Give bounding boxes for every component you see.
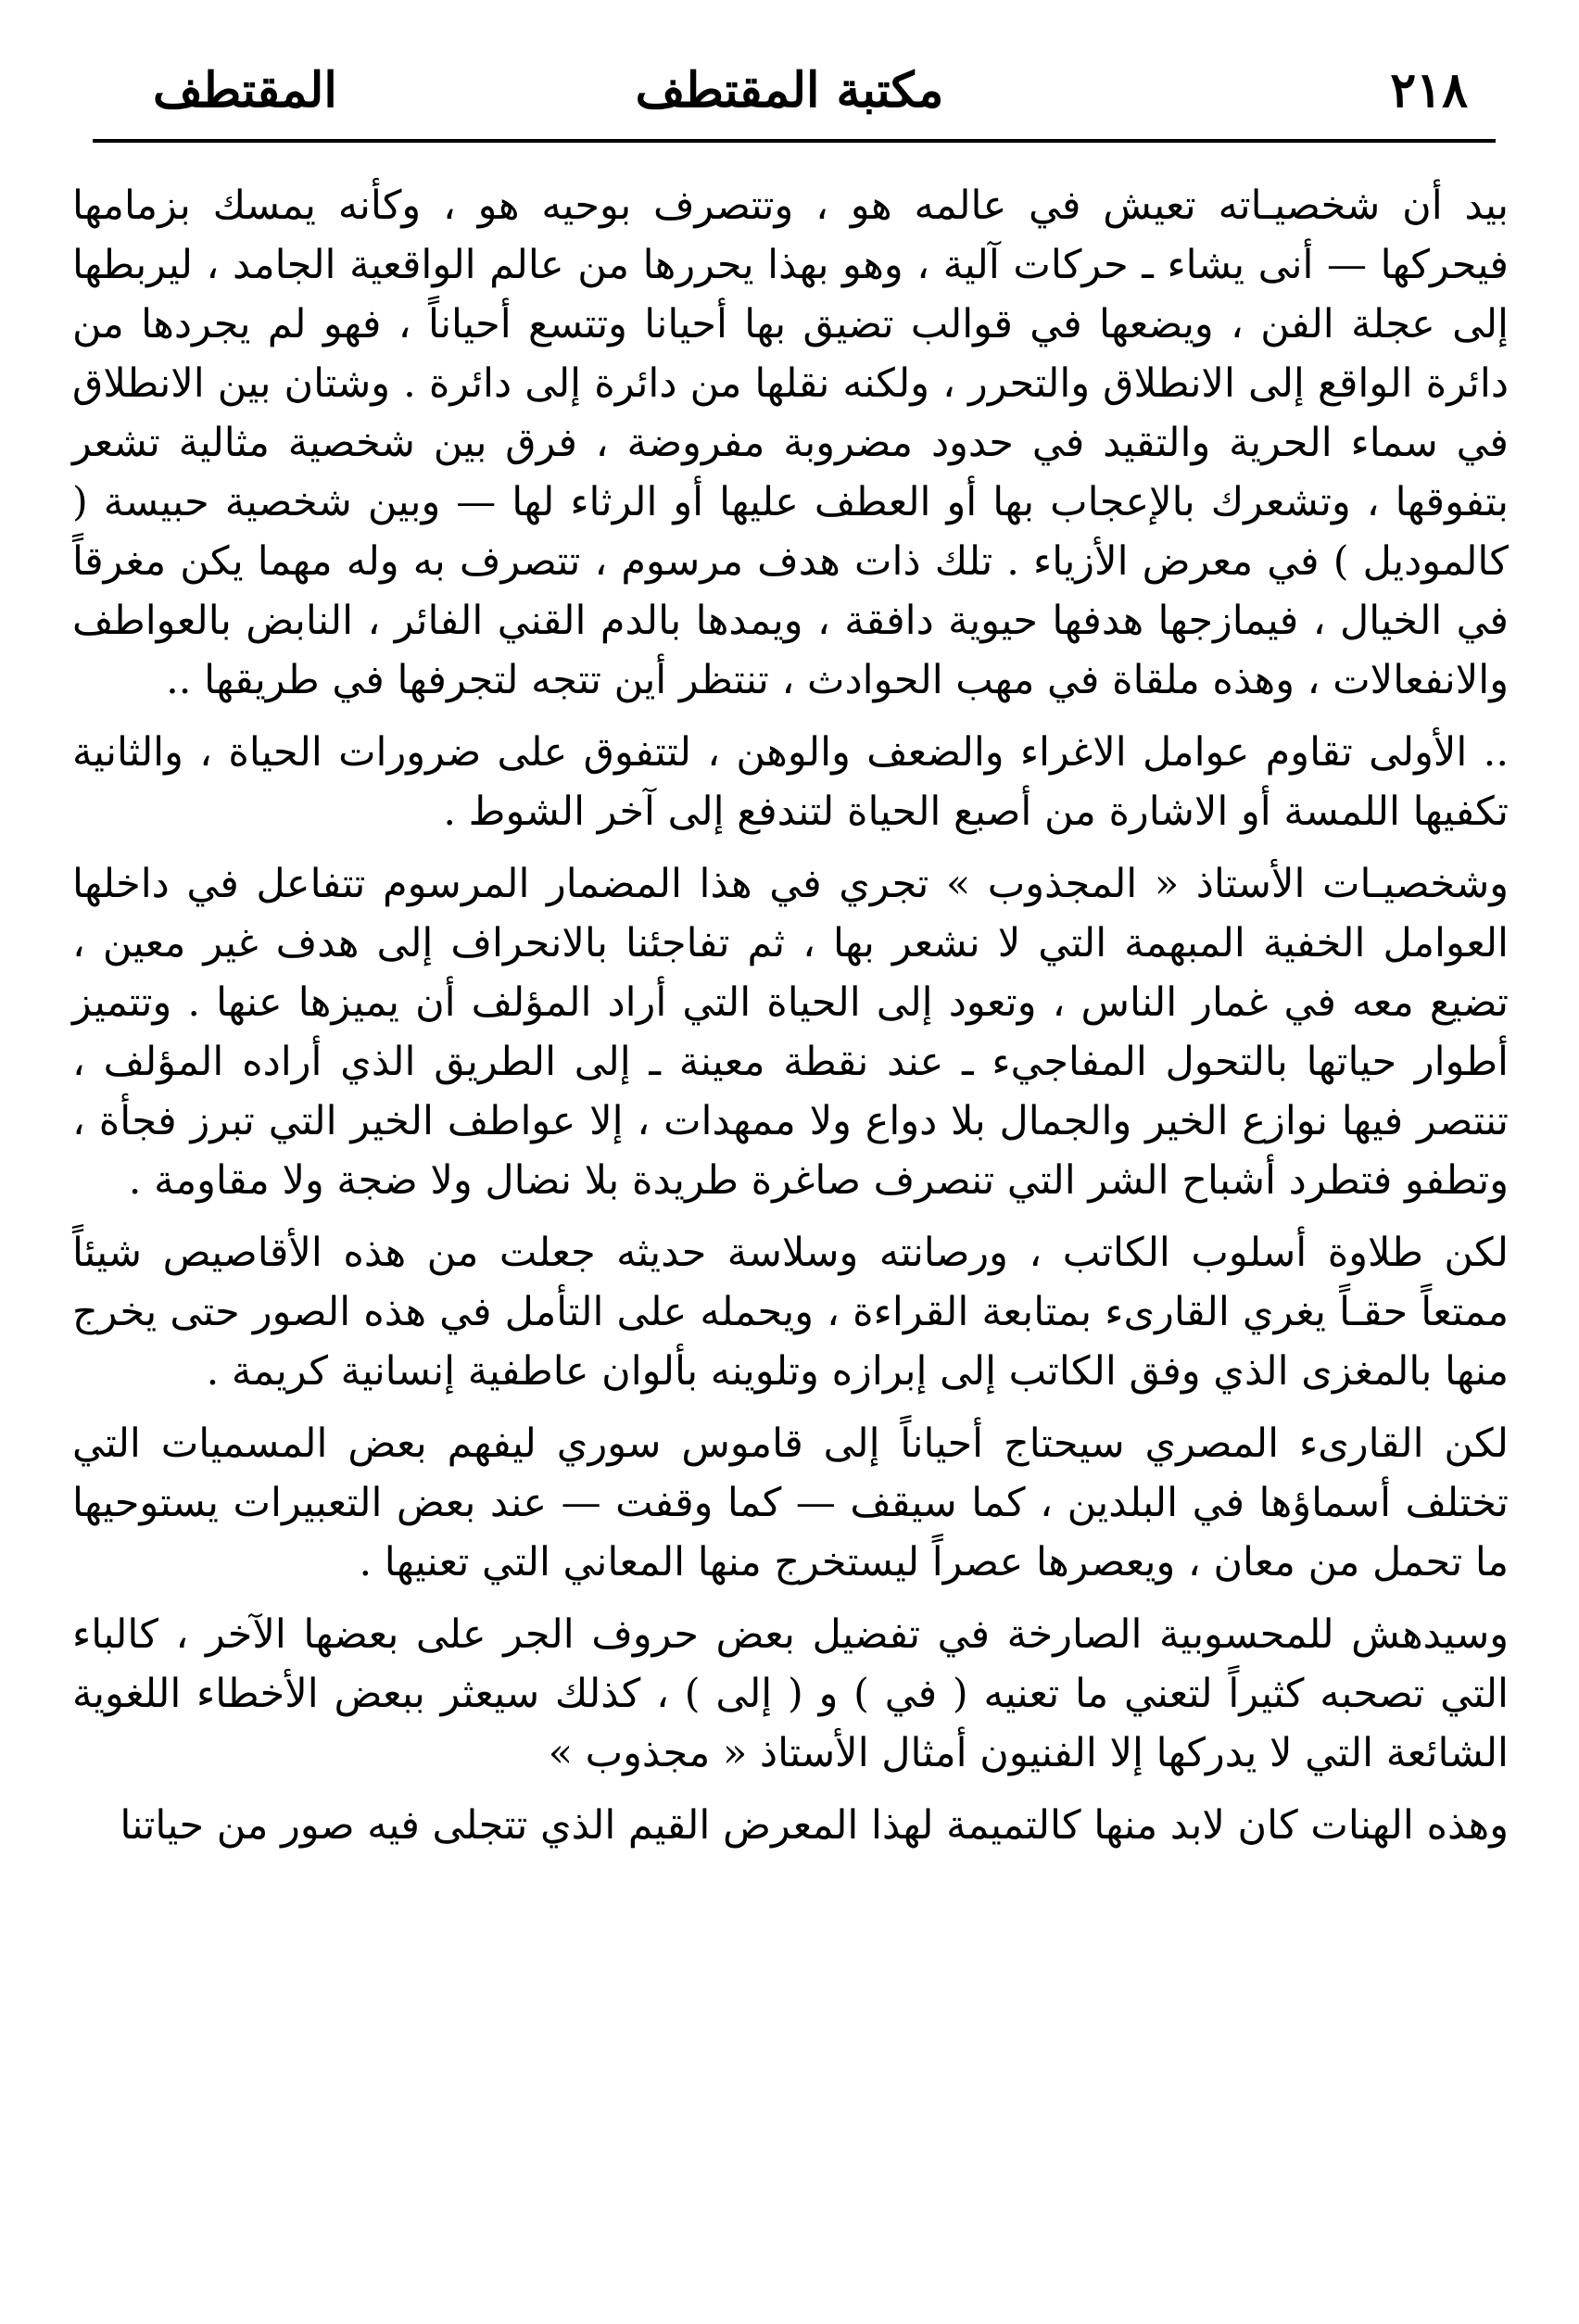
paragraph-3: وشخصيـات الأستاذ « المجذوب » تجري في هذا المضمار المرسوم تتفاعل في داخلها العوامل الخفية المبهمة التي لا نشعر بها ، ثم تفاجئنا بالانحراف إلى هدف غير معين ، تضيع معه في غمار الناس ، وتعود إلى الحياة التي أراد المؤلف أن يميزها عنها . وتتميز أطوار حياتها بالتحول المفاجيء ـ عند نقطة معينة ـ إلى الطريق الذي أراده المؤلف ، تنتصر فيها نوازع الخير والجمال بلا دواع ولا ممهدات ، إلا عواطف الخير التي تبرز فجأة ، وتطفو فتطرد أشباح الشر التي تنصرف صاغرة طريدة بلا نضال ولا ضجة ولا مقاومة .	[72, 861, 1509, 1204]
paragraph-4: لكن طلاوة أسلوب الكاتب ، ورصانته وسلاسة حديثه جعلت من هذه الأقاصيص شيئاً ممتعاً حقـاً يغري القارىء بمتابعة القراءة ، ويحمله على التأمل في هذه الصور حتى يخرج منها بالمغزى الذي وفق الكاتب إلى إبرازه وتلوينه بألوان عاطفية إنسانية كريمة .	[72, 1230, 1509, 1395]
paragraph-5: لكن القارىء المصري سيحتاج أحياناً إلى قاموس سوري ليفهم بعض المسميات التي تختلف أسماؤها في البلدين ، كما سيقف — كما وقفت — عند بعض التعبيرات يستوحيها ما تحمل من معان ، ويعصرها عصراً ليستخرج منها المعاني التي تعنيها .	[72, 1421, 1509, 1585]
article-body	[72, 176, 1509, 1868]
page-number: ٢١٨	[1390, 62, 1468, 119]
paragraph-7: وهذه الهنات كان لابد منها كالتميمة لهذا المعرض القيم الذي تتجلى فيه صور من حياتنا	[120, 1802, 1509, 1849]
series-title: مكتبة المقتطف	[635, 62, 944, 119]
header-divider	[93, 139, 1496, 143]
paragraph-6: وسيدهش للمحسوبية الصارخة في تفضيل بعض حروف الجر على بعضها الآخر ، كالباء التي تصحبه كثيراً لتعني ما تعنيه ( في ) و ( إلى ) ، كذلك سيعثر ببعض الأخطاء اللغوية الشائعة التي لا يدركها إلا الفنيون أمثال الأستاذ « مجذوب »	[72, 1611, 1509, 1776]
running-head	[83, 54, 1496, 128]
paragraph-1: بيد أن شخصيـاته تعيش في عالمه هو ، وتتصرف بوحيه هو ، وكأنه يمسك بزمامها فيحركها — أنى يشاء ـ حركات آلية ، وهو بهذا يحررها من عالم الواقعية الجامد ، ليربطها إلى عجلة الفن ، ويضعها في قوالب تضيق بها أحيانا وتتسع أحياناً ، فهو لم يجردها من دائرة الواقع إلى الانطلاق والتحرر ، ولكنه نقلها من دائرة إلى دائرة . وشتان بين الانطلاق في سماء الحرية والتقيد في حدود مضروبة مفروضة ، فرق بين شخصية مثالية تشعر بتفوقها ، وتشعرك بالإعجاب بها أو العطف عليها أو الرثاء لها — وبين شخصية حبيسة ( كالموديل ) في معرض الأزياء . تلك ذات هدف مرسوم ، تتصرف به وله مهما يكن مغرقاً في الخيال ، فيمازجها هدفها حيوية دافقة ، ويمدها بالدم القني الفائر ، النابض بالعواطف والانفعالات ، وهذه ملقاة في مهب الحوادث ، تنتظر أين تتجه لتجرفها في طريقها ..	[72, 183, 1509, 703]
journal-name: المقتطف	[153, 62, 337, 119]
paragraph-2: .. الأولى تقاوم عوامل الاغراء والضعف والوهن ، لتتفوق على ضرورات الحياة ، والثانية تكفيها اللمسة أو الاشارة من أصبع الحياة لتندفع إلى آخر الشوط .	[72, 729, 1509, 835]
